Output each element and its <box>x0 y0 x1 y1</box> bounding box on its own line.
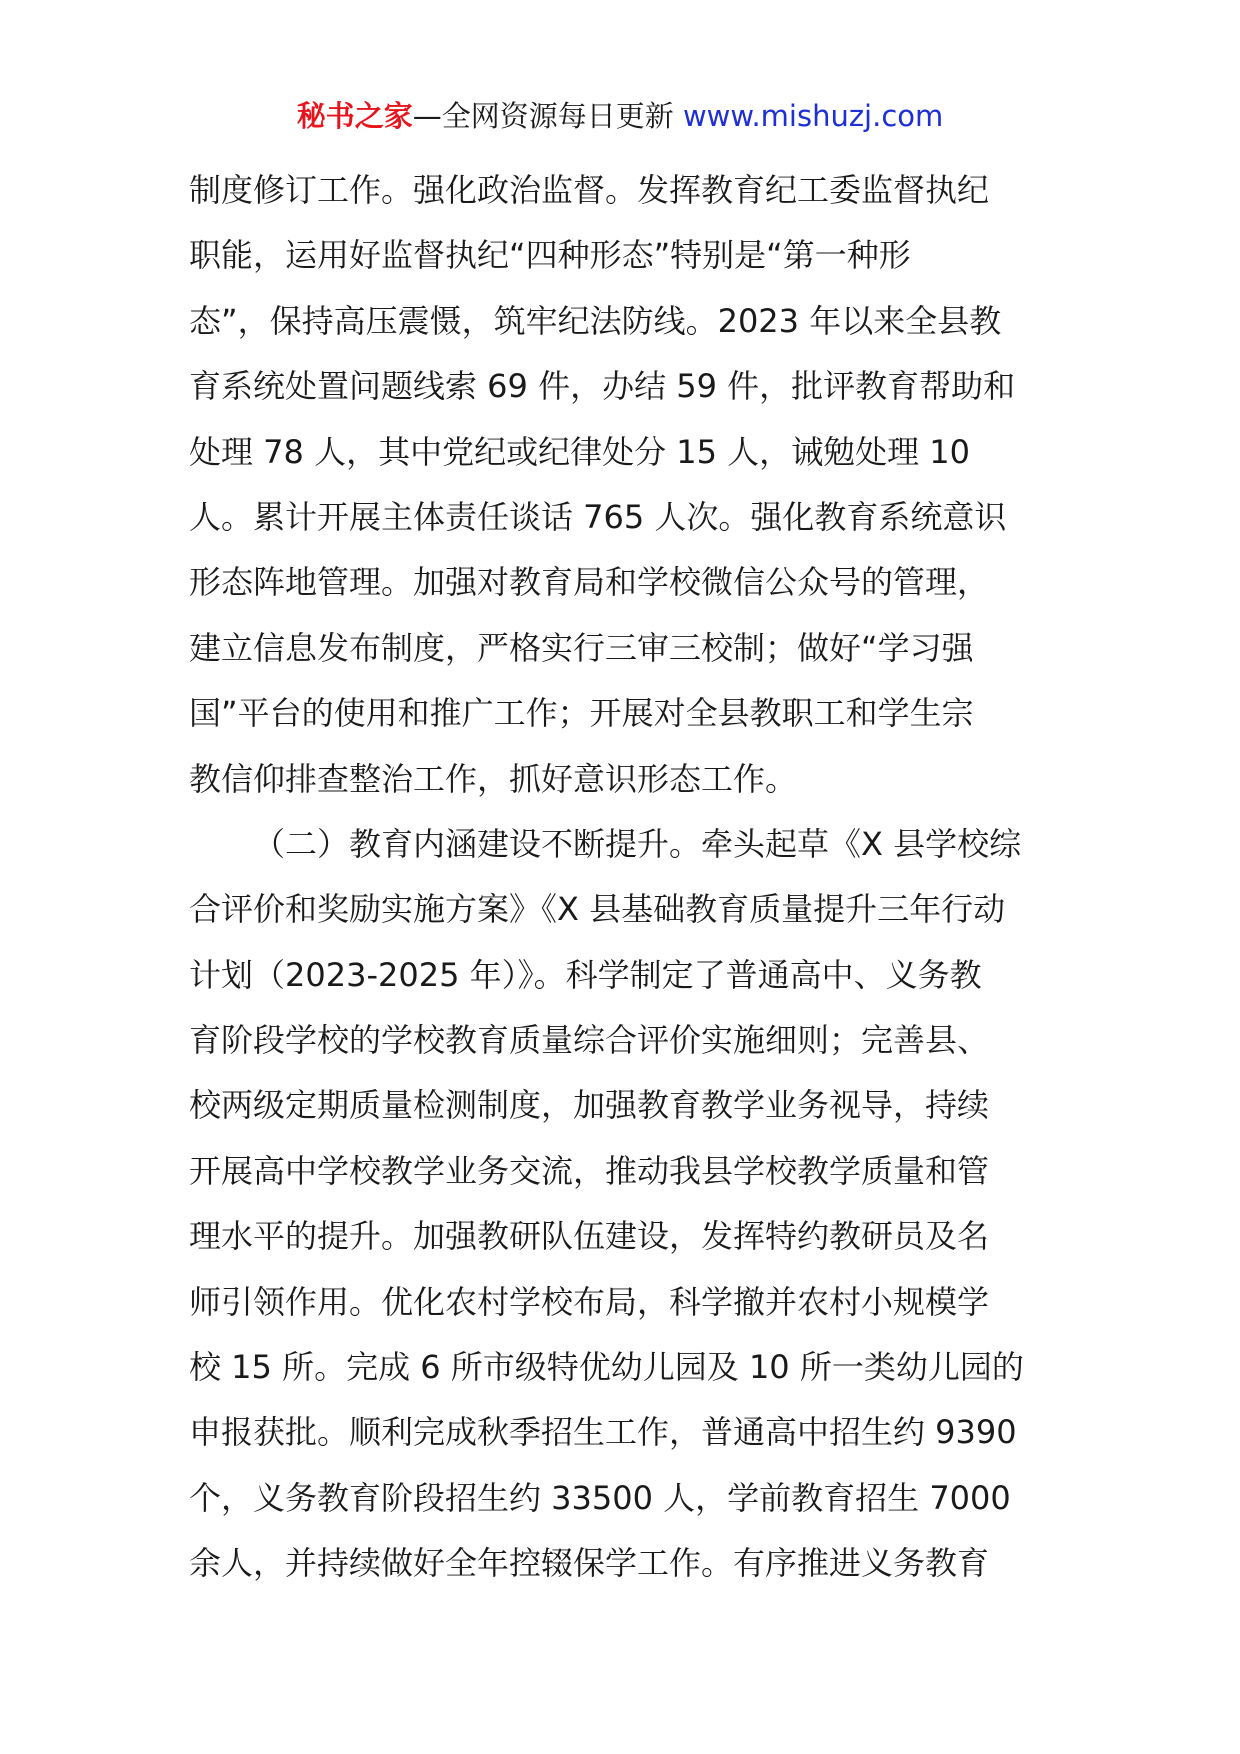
text-line: 个，义务教育阶段招生约 33500 人，学前教育招生 7000 <box>189 1478 1011 1517</box>
section-heading-line: （二）教育内涵建设不断提升。牵头起草《X 县学校综 <box>253 824 1022 863</box>
text-line: 校 15 所。完成 6 所市级特优幼儿园及 10 所一类幼儿园的 <box>189 1348 1024 1387</box>
text-line: 人。累计开展主体责任谈话 765 人次。强化教育系统意识 <box>189 497 1007 536</box>
text-line: 合评价和奖励实施方案》《X 县基础教育质量提升三年行动 <box>189 890 1006 929</box>
text-line: 教信仰排查整治工作，抓好意识形态工作。 <box>189 759 798 798</box>
document-body <box>189 158 1059 1597</box>
text-line: 形态阵地管理。加强对教育局和学校微信公众号的管理， <box>189 563 990 602</box>
text-line: 制度修订工作。强化政治监督。发挥教育纪工委监督执纪 <box>189 171 990 209</box>
text-line: 计划（2023-2025 年）》。科学制定了普通高中、义务教 <box>189 955 982 994</box>
text-line: 国”平台的使用和推广工作；开展对全县教职工和学生宗 <box>189 694 974 733</box>
text-line: 态”，保持高压震慑，筑牢纪法防线。2023 年以来全县教 <box>189 301 1002 340</box>
text-line: 育阶段学校的学校教育质量综合评价实施细则；完善县、 <box>189 1021 990 1060</box>
text-line: 育系统处置问题线索 69 件，办结 59 件，批评教育帮助和 <box>189 367 1016 406</box>
text-line: 申报获批。顺利完成秋季招生工作，普通高中招生约 9390 <box>189 1413 1017 1452</box>
text-line: 开展高中学校教学业务交流，推动我县学校教学质量和管 <box>189 1151 990 1190</box>
site-url-link[interactable]: www.mishuzj.com <box>682 99 944 133</box>
page-header <box>0 98 1240 134</box>
text-line: 处理 78 人，其中党纪或纪律处分 15 人，诫勉处理 10 <box>189 432 971 471</box>
text-line: 余人，并持续做好全年控辍保学工作。有序推进义务教育 <box>189 1544 990 1583</box>
text-line: 师引领作用。优化农村学校布局，科学撤并农村小规模学 <box>189 1282 990 1321</box>
header-tagline: —全网资源每日更新 <box>412 99 674 133</box>
text-line: 校两级定期质量检测制度，加强教育教学业务视导，持续 <box>189 1086 990 1125</box>
text-line: 职能，运用好监督执纪“四种形态”特别是“第一种形 <box>189 236 911 275</box>
text-line: 理水平的提升。加强教研队伍建设，发挥特约教研员及名 <box>189 1217 990 1256</box>
text-line: 建立信息发布制度，严格实行三审三校制；做好“学习强 <box>189 628 974 667</box>
brand-name: 秘书之家 <box>296 99 413 133</box>
